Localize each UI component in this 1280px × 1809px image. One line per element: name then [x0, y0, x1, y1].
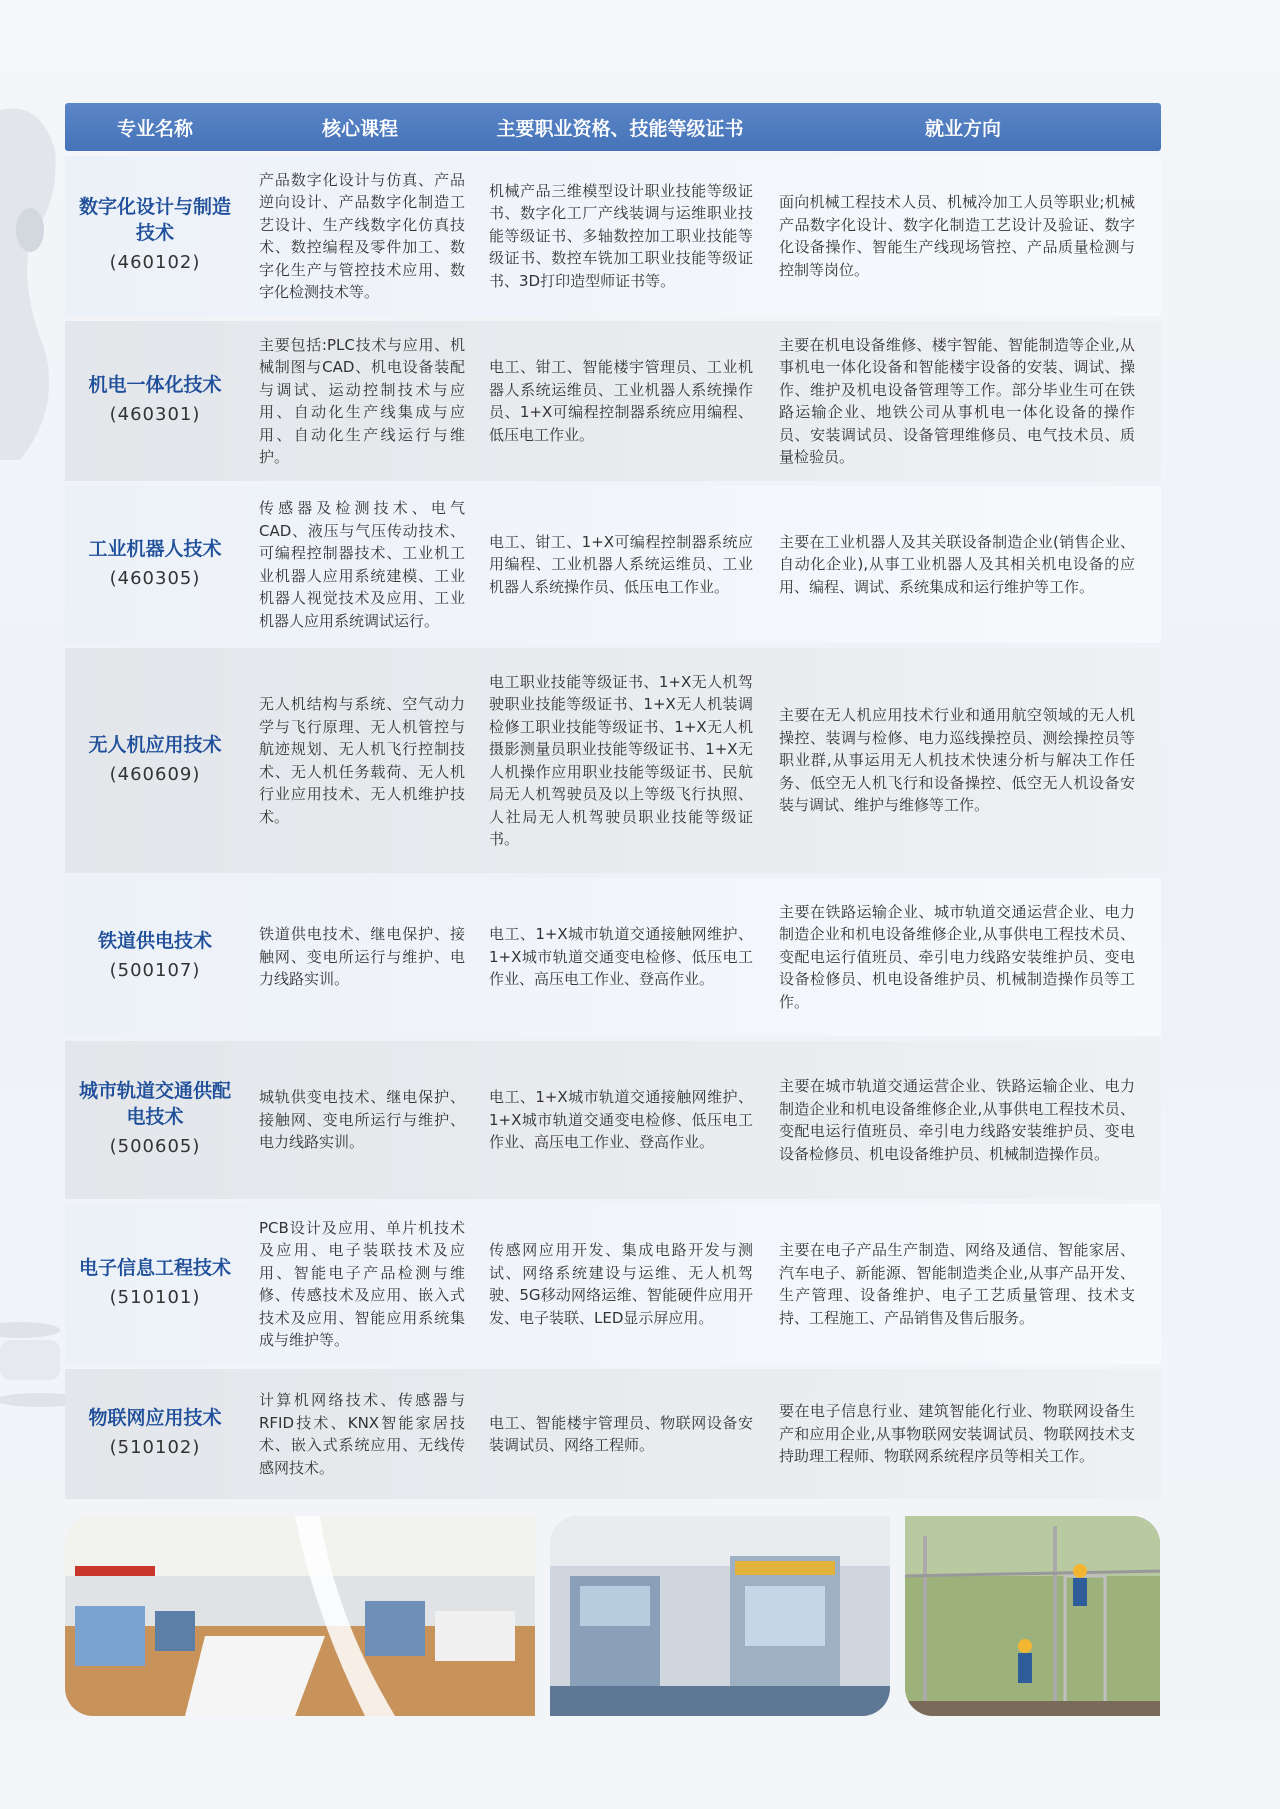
- major-code: (500107): [109, 960, 201, 981]
- certs-cell: 电工、智能楼宇管理员、物联网设备安装调试员、网络工程师。: [489, 1413, 753, 1454]
- major-table: [65, 103, 1161, 1499]
- major-code: (500605): [109, 1136, 201, 1157]
- major-code: (510101): [109, 1287, 201, 1308]
- photo-strip: [65, 1516, 1160, 1716]
- header-certificates: 主要职业资格、技能等级证书: [496, 117, 744, 140]
- jobs-cell: 主要在工业机器人及其关联设备制造企业(销售企业、自动化企业),从事工业机器人及其相关机电设备的应用、编程、调试、系统集成和运行维护等工作。: [779, 532, 1135, 596]
- jobs-cell: 主要在无人机应用技术行业和通用航空领域的无人机操控、装调与检修、电力巡线操控员、测绘操控员等职业群,从事运用无人机技术快速分析与解决工作任务、低空无人机飞行和设备操控、低空无人机设备安装与调试、维护与维修等工作。: [779, 706, 1135, 815]
- railway-work-photo: [905, 1516, 1160, 1716]
- major-name: 物联网应用技术: [88, 1407, 222, 1429]
- certs-cell: 电工、1+X城市轨道交通接触网维护、1+X城市轨道交通变电检修、低压电工作业、高压电工作业、登高作业。: [489, 1088, 753, 1152]
- classroom-photo: [65, 1516, 535, 1716]
- table-row: [65, 648, 1161, 873]
- major-name: 无人机应用技术: [88, 733, 222, 756]
- major-cell: [65, 321, 245, 481]
- jobs-cell: 要在电子信息行业、建筑智能化行业、物联网设备生产和应用企业,从事物联网安装调试员、物联网技术支持助理工程师、物联网系统程序员等相关工作。: [779, 1402, 1135, 1466]
- header-major-name: 专业名称: [116, 117, 193, 140]
- courses-cell: 铁道供电技术、继电保护、接触网、变电所运行与维护、电力线路实训。: [259, 925, 465, 989]
- jobs-cell: 主要在机电设备维修、楼宇智能、智能制造等企业,从事机电一体化设备和智能楼宇设备的安装、调试、操作、维护及机电设备管理等工作。部分毕业生可在铁路运输企业、地铁公司从事机电一体化设备的操作员、安装调试员、设备管理维修员、电气技术员、质量检验员。: [779, 335, 1135, 466]
- major-cell: [65, 648, 245, 873]
- table-row: [65, 1041, 1161, 1199]
- major-code: (460102): [109, 252, 201, 273]
- major-code: (460301): [109, 404, 201, 425]
- table-row: [65, 878, 1161, 1036]
- header-employment: 就业方向: [924, 117, 1001, 140]
- courses-cell: 产品数字化设计与仿真、产品逆向设计、产品数字化制造工艺设计、生产线数字化仿真技术、数控编程及零件加工、数字化生产与管控技术应用、数字化检测技术等。: [259, 170, 465, 301]
- certs-cell: 传感网应用开发、集成电路开发与测试、网络系统建设与运维、无人机驾驶、5G移动网络运维、智能硬件应用开发、电子装联、LED显示屏应用。: [489, 1241, 753, 1327]
- major-cell: [65, 1041, 245, 1199]
- certs-cell: 机械产品三维模型设计职业技能等级证书、数字化工厂产线装调与运维职业技能等级证书、多轴数控加工职业技能等级证书、数控车铣加工职业技能等级证书、3D打印造型师证书等。: [489, 181, 753, 290]
- major-name: 工业机器人技术: [88, 537, 222, 560]
- lab-equipment-photo: [550, 1516, 890, 1716]
- major-name: 机电一体化技术: [88, 374, 222, 396]
- table-row: [65, 1369, 1161, 1499]
- major-cell: [65, 878, 245, 1036]
- table-row: [65, 321, 1161, 481]
- major-name: 数字化设计与制造技术: [78, 196, 231, 244]
- courses-cell: 传感器及检测技术、电气CAD、液压与气压传动技术、可编程控制器技术、工业机工业机器人应用系统建模、工业机器人视觉技术及应用、工业机器人应用系统调试运行。: [259, 499, 465, 630]
- certs-cell: 电工、1+X城市轨道交通接触网维护、1+X城市轨道交通变电检修、低压电工作业、高压电工作业、登高作业。: [489, 925, 753, 989]
- courses-cell: PCB设计及应用、单片机技术及应用、电子装联技术及应用、智能电子产品检测与维修、传感技术及应用、嵌入式技术及应用、智能应用系统集成与维护等。: [259, 1218, 465, 1349]
- jobs-cell: 主要在铁路运输企业、城市轨道交通运营企业、电力制造企业和机电设备维修企业,从事供电工程技术员、变配电运行值班员、牵引电力线路安装维护员、变电设备检修员、机电设备维护员、机械制造操作员等工作。: [779, 902, 1135, 1011]
- major-cell: [65, 156, 245, 316]
- table-header: [65, 103, 1161, 151]
- header-core-courses: 核心课程: [321, 117, 398, 140]
- courses-cell: 计算机网络技术、传感器与RFID技术、KNX智能家居技术、嵌入式系统应用、无线传感网技术。: [259, 1391, 465, 1477]
- major-code: (460305): [109, 567, 201, 589]
- jobs-cell: 主要在电子产品生产制造、网络及通信、智能家居、汽车电子、新能源、智能制造类企业,从事产品开发、生产管理、设备维护、电子工艺质量管理、技术支持、工程施工、产品销售及售后服务。: [779, 1241, 1135, 1327]
- major-code: (460609): [109, 763, 201, 785]
- certs-cell: 电工、钳工、智能楼宇管理员、工业机器人系统运维员、工业机器人系统操作员、1+X可编程控制器系统应用编程、低压电工作业。: [489, 358, 753, 444]
- certs-cell: 电工、钳工、1+X可编程控制器系统应用编程、工业机器人系统运维员、工业机器人系统操作员、低压电工作业。: [489, 532, 753, 596]
- table-row: [65, 156, 1161, 316]
- courses-cell: 城轨供变电技术、继电保护、接触网、变电所运行与维护、电力线路实训。: [259, 1088, 465, 1152]
- major-cell: [65, 1369, 245, 1499]
- table-row: [65, 486, 1161, 643]
- major-name: 城市轨道交通供配电技术: [78, 1080, 231, 1128]
- jobs-cell: 面向机械工程技术人员、机械冷加工人员等职业;机械产品数字化设计、数字化制造工艺设计及验证、数字化设备操作、智能生产线现场管控、产品质量检测与控制等岗位。: [779, 193, 1135, 279]
- courses-cell: 无人机结构与系统、空气动力学与飞行原理、无人机管控与航迹规划、无人机飞行控制技术、无人机任务载荷、无人机行业应用技术、无人机维护技术。: [259, 695, 465, 826]
- certs-cell: 电工职业技能等级证书、1+X无人机驾驶职业技能等级证书、1+X无人机装调检修工职业技能等级证书、1+X无人机摄影测量员职业技能等级证书、1+X无人机操作应用职业技能等级证书、民航局无人机驾驶员及以上等级飞行执照、人社局无人机驾驶员职业技能等级证书。: [489, 672, 753, 848]
- major-name: 铁道供电技术: [97, 930, 212, 952]
- courses-cell: 主要包括:PLC技术与应用、机械制图与CAD、机电设备装配与调试、运动控制技术与应用、自动化生产线集成与应用、自动化生产线运行与维护。: [259, 335, 465, 466]
- table-row: [65, 1204, 1161, 1364]
- major-cell: [65, 1204, 245, 1364]
- major-name: 电子信息工程技术: [78, 1257, 231, 1279]
- major-code: (510102): [109, 1437, 201, 1458]
- jobs-cell: 主要在城市轨道交通运营企业、铁路运输企业、电力制造企业和机电设备维修企业,从事供电工程技术员、变配电运行值班员、牵引电力线路安装维护员、变电设备检修员、机电设备维护员、机械制造操作员。: [779, 1077, 1135, 1163]
- major-cell: [65, 486, 245, 643]
